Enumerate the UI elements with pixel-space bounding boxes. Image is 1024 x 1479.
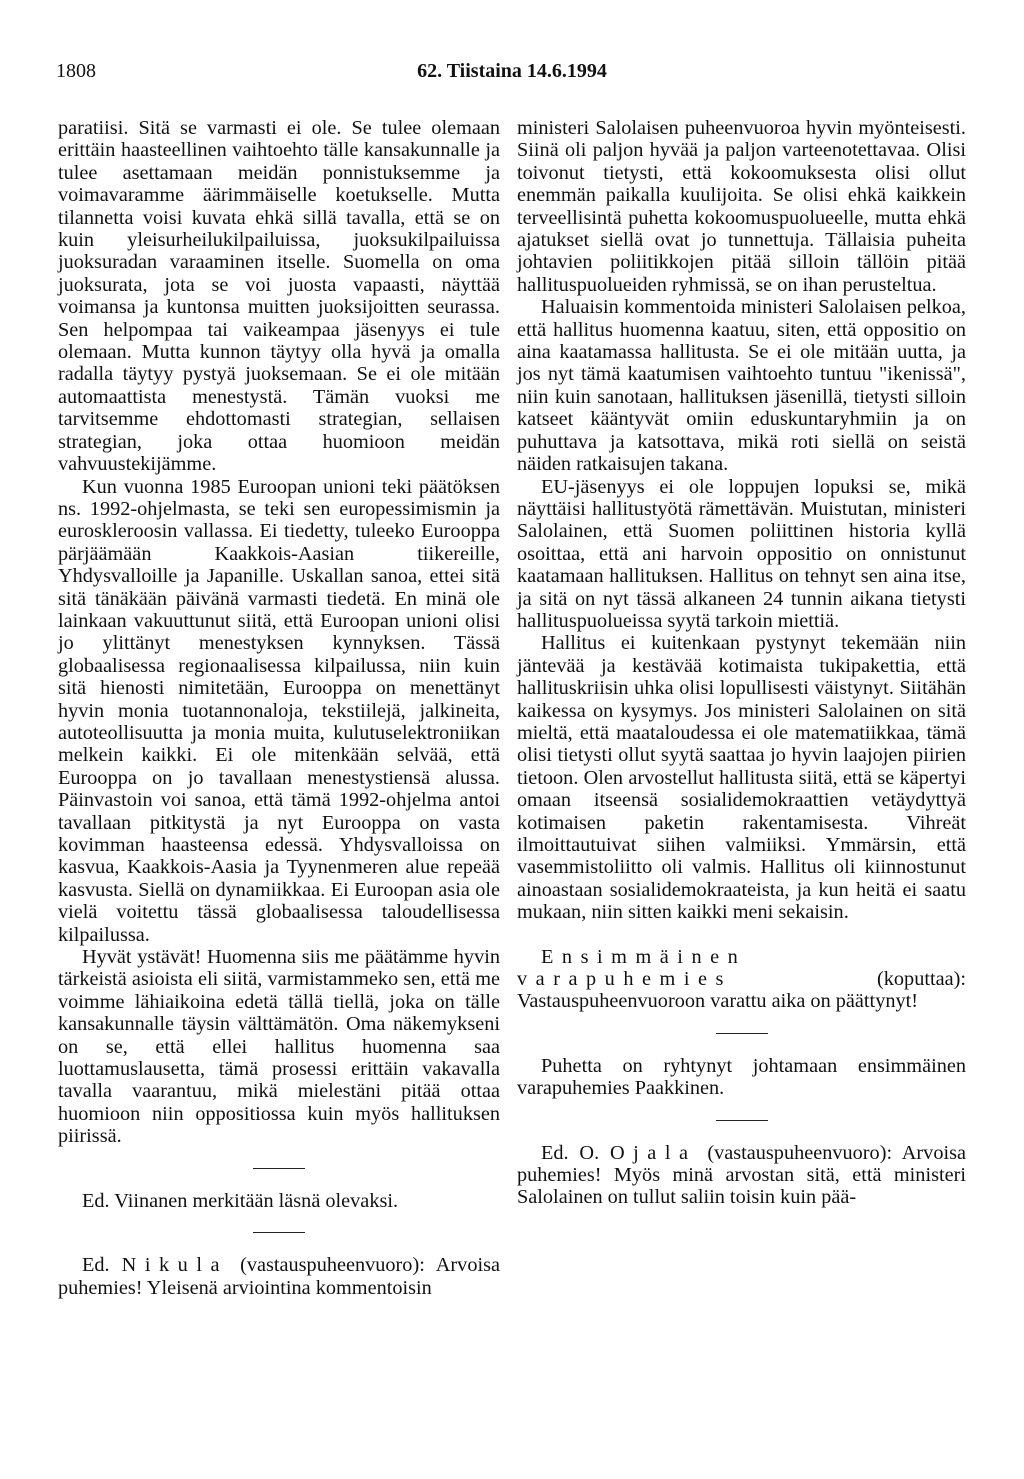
page-number: 1808 xyxy=(56,60,96,82)
speaker-prefix: Ed. xyxy=(82,1254,122,1277)
paragraph: EU-jäsenyys ei ole loppujen lopuksi se, mikä näyttäisi hallitustyötä rämettävän. Muistutan, ministeri Salolainen, että Suomen poliittinen historia kyllä osoittaa, että ani harvoin oppositio on onnistunut kaatamaan hallituksen. Hallitus on tehnyt sen aina itse, ja sitä on nyt tässä alkaneen 24 tunnin aikana tietysti hallituspuolueissa syytä tarkoin miettiä. xyxy=(517,475,966,632)
paragraph: ministeri Salolaisen puheenvuoroa hyvin myönteisesti. Siinä oli paljon hyvää ja paljon varteenotettavaa. Olisi toivonut tietysti, että kokoomuksesta olisi ollut enemmän paikalla kuulijoita. Se olisi ehkä kaikkein terveellisintä puhetta kokoomuspuolueelle, mutta ehkä ajatukset siellä ovat jo tunnettuja. Tällaisia puheita johtavien poliitikkojen pitää silloin tällöin pitää hallituspuolueiden ryhmissä, se on ihan perusteltua. xyxy=(517,117,966,296)
speaker-prefix: Ed. O. xyxy=(541,1141,610,1164)
section-divider xyxy=(716,1120,768,1121)
paragraph: Hallitus ei kuitenkaan pystynyt tekemään niin jäntevää ja kestävää kotimaista tukipakettia, että hallituskriisin uhka olisi lopullisesti väistynyt. Siitähän kaikessa on kysymys. Jos ministeri Salolainen on sitä mieltä, että maataloudessa ei ole matematiikkaa, tämä olisi tietysti ollut syytä saattaa jo hyvin laajojen piirien tietoon. Olen arvostellut hallitusta siitä, että se käpertyi omaan itseensä sosialidemokraattien vetäydyttyä kotimaisen paketin rakentamisesta. Vihreät ilmoittautuivat siihen valmiiksi. Ymmärsin, että vasemmistoliitto oli valmis. Hallitus oli kiinnostunut ainoastaan sosialidemokraateista, ja kun heitä ei saatu mukaan, niin sitten kaikki meni sekaisin. xyxy=(517,632,966,924)
speaker-text: (vastauspuheenvuoro): Arvoisa puhemies! Yleisenä arviointina kommentoisin xyxy=(58,1254,500,1299)
chair-text: (koputtaa): Vastauspuheenvuoroon varattu aika on päättynyt! xyxy=(517,968,966,1013)
section-divider xyxy=(253,1232,305,1233)
speaker-name: Nikula xyxy=(121,1254,229,1277)
chair-paragraph xyxy=(517,946,966,1013)
spacer xyxy=(517,924,966,946)
section-divider xyxy=(716,1033,768,1034)
chair-title: Ensimmäinen varapuhemies xyxy=(517,945,747,991)
section-divider xyxy=(253,1168,305,1169)
page-header xyxy=(0,60,1024,90)
paragraph: paratiisi. Sitä se varmasti ei ole. Se tulee olemaan erittäin haasteellinen vaihtoehto tälle kansakunnalle ja tulee asettamaan meidän ponnistuksemme ja voimavaramme äärimmäiselle koetukselle. Mutta tilannetta voisi kuvata ehkä sillä tavalla, että se on kuin yleisurheilukilpailuissa, juoksukilpailuissa juoksuradan varaaminen itselle. Suomella on oma juoksurata, jota se voi juosta vapaasti, näyttää voimansa ja kuntonsa muitten juoksijoitten seurassa. Sen helpompaa tai vaikeampaa jäsenyys ei tule olemaan. Mutta kunnon täytyy olla hyvä ja omalla radalla täytyy pystyä juoksemaan. Se ei ole mitään automaattista menestystä. Tämän vuoksi me tarvitsemme ehdottomasti strategian, sellaisen strategian, joka ottaa huomioon meidän vahvuustekijämme. xyxy=(58,117,500,476)
speaker-paragraph xyxy=(58,1254,500,1299)
paragraph: Haluaisin kommentoida ministeri Salolaisen pelkoa, että hallitus huomenna kaatuu, siten, että oppositio on aina kaatamassa hallitusta. Se ei ole mitään uutta, ja jos nyt tämä kaatumisen vaihtoehto tuntuu "ikenissä", niin kuin sanotaan, hallituksen jäsenillä, tietysti silloin katseet kääntyvät omiin eduskuntaryhmiin ja on puhuttava ja katsottava, mikä roti siellä on seistä näiden ratkaisujen takana. xyxy=(517,296,966,476)
left-column xyxy=(58,117,500,1299)
chair-change-note: Puhetta on ryhtynyt johtamaan ensimmäinen varapuhemies Paakkinen. xyxy=(517,1054,966,1100)
attendance-note: Ed. Viinanen merkitään läsnä olevaksi. xyxy=(82,1189,399,1212)
paragraph: Kun vuonna 1985 Euroopan unioni teki päätöksen ns. 1992-ohjelmasta, se teki sen europessimismin ja euroskleroosin vallassa. Ei tiedetty, tuleeko Eurooppa pärjäämään Kaakkois-Aasian tiikereille, Yhdysvalloille ja Japanille. Uskallan sanoa, ettei sitä sitä tänäkään päivänä varmasti tiedetä. En minä ole lainkaan vakuuttunut siitä, että Euroopan unioni olisi jo ylittänyt menestyksen kynnyksen. Tässä globaalisessa regionaalisessa kilpailussa, niin kuin sitä hienosti nimitetään, Eurooppa on menettänyt hyvin monia tuotannonaloja, tekstiilejä, jalkineita, autoteollisuutta ja monia muita, kulutuselektroniikan melkein kaikki. Ei ole mitenkään selvää, että Eurooppa on jo tavallaan menestystiensä alussa. Päinvastoin voi sanoa, että tämä 1992-ohjelma antoi tavallaan pitkitystä ja nyt Eurooppa on vasta kovimman haasteensa edessä. Yhdysvalloissa on kasvua, Kaakkois-Aasia ja Tyynenmeren alue repeää kasvusta. Siellä on dynamiikkaa. Ei Euroopan asia ole vielä voitettu tässä globaalisessa taloudellisessa kilpailussa. xyxy=(58,475,500,946)
right-column xyxy=(517,117,966,1209)
speaker-name: Ojala xyxy=(609,1141,697,1164)
speaker-paragraph xyxy=(517,1142,966,1209)
speaker-text: (vastauspuheenvuoro): Arvoisa puhemies! Myös minä arvostan sitä, että ministeri Salolainen on tullut saliin toisin kuin pää- xyxy=(517,1141,966,1209)
paragraph: Hyvät ystävät! Huomenna siis me päätämme hyvin tärkeistä asioista eli siitä, varmistammeko sen, että me voimme lähiaikoina edetä tällä tiellä, joka on tälle kansakunnalle täysin välttämätön. Oma näkemykseni on se, että ellei hallitus huomenna saa luottamuslausetta, tämä prosessi erittäin vakavalla tavalla vaarantuu, mikä mielestäni pitää ottaa huomioon niin oppositiossa kuin myös hallituksen piirissä. xyxy=(58,946,500,1148)
issue-title: 62. Tiistaina 14.6.1994 xyxy=(417,60,607,82)
